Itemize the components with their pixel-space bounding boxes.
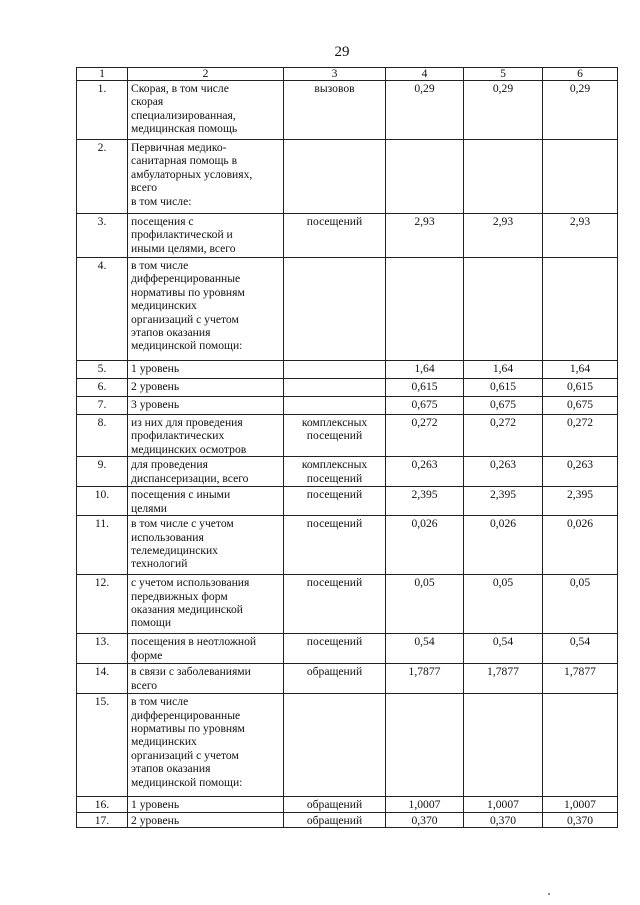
value-col-4: 0,675 [386,397,464,415]
value-col-6: 0,272 [543,415,618,457]
column-header-2: 2 [128,68,284,81]
value-col-5: 0,54 [464,634,543,664]
unit-of-measure: обращений [284,664,386,694]
value-col-5: 0,026 [464,516,543,575]
value-col-6 [543,258,618,361]
indicator-name: в связи с заболеваниями всего [128,664,284,694]
value-col-6: 2,395 [543,487,618,516]
indicator-name: посещения в неотложной форме [128,634,284,664]
value-col-6: 0,370 [543,812,618,827]
row-number: 2. [77,140,128,214]
value-col-5 [464,694,543,797]
unit-of-measure [284,258,386,361]
value-col-4: 2,93 [386,214,464,258]
table-row [77,415,618,457]
value-col-5: 0,29 [464,81,543,140]
value-col-5: 2,395 [464,487,543,516]
value-col-4: 0,05 [386,575,464,634]
table-row [77,487,618,516]
row-number: 1. [77,81,128,140]
table-row [77,361,618,379]
unit-of-measure: посещений [284,214,386,258]
indicator-name: 2 уровень [128,812,284,827]
indicator-name: в том числе дифференцированные нормативы по уровням медицинских организаций с учетом этапов оказания медицинской помощи: [128,694,284,797]
value-col-4: 1,64 [386,361,464,379]
row-number: 10. [77,487,128,516]
table-row [77,694,618,797]
value-col-5: 1,7877 [464,664,543,694]
unit-of-measure [284,379,386,397]
indicator-name: из них для проведения профилактических медицинских осмотров [128,415,284,457]
column-header-3: 3 [284,68,386,81]
value-col-5: 0,675 [464,397,543,415]
indicator-name: 3 уровень [128,397,284,415]
table-row [77,81,618,140]
indicator-name: 2 уровень [128,379,284,397]
row-number: 7. [77,397,128,415]
indicator-name: Первичная медико- санитарная помощь в амбулаторных условиях, всего в том числе: [128,140,284,214]
table-row [77,214,618,258]
page-number: 29 [334,44,350,60]
table-row [77,812,618,827]
column-header-6: 6 [543,68,618,81]
value-col-5: 2,93 [464,214,543,258]
value-col-6: 1,7877 [543,664,618,694]
table-row [77,379,618,397]
value-col-6: 0,54 [543,634,618,664]
value-col-4: 0,263 [386,457,464,487]
value-col-4: 2,395 [386,487,464,516]
unit-of-measure: комплексных посещений [284,415,386,457]
value-col-5: 1,0007 [464,797,543,812]
table-header-row [77,68,618,81]
unit-of-measure: комплексных посещений [284,457,386,487]
value-col-6: 0,675 [543,397,618,415]
value-col-6: 0,026 [543,516,618,575]
row-number: 12. [77,575,128,634]
value-col-6 [543,140,618,214]
row-number: 17. [77,812,128,827]
column-header-1: 1 [77,68,128,81]
indicator-name: в том числе с учетом использования телемедицинских технологий [128,516,284,575]
unit-of-measure [284,397,386,415]
value-col-6: 0,615 [543,379,618,397]
table-row [77,457,618,487]
row-number: 11. [77,516,128,575]
indicator-name: с учетом использования передвижных форм оказания медицинской помощи [128,575,284,634]
value-col-4: 0,54 [386,634,464,664]
value-col-6: 2,93 [543,214,618,258]
value-col-5: 1,64 [464,361,543,379]
unit-of-measure: посещений [284,516,386,575]
unit-of-measure [284,694,386,797]
row-number: 15. [77,694,128,797]
value-col-5: 0,05 [464,575,543,634]
row-number: 9. [77,457,128,487]
unit-of-measure: посещений [284,634,386,664]
value-col-6: 0,29 [543,81,618,140]
value-col-5 [464,258,543,361]
table-row [77,140,618,214]
value-col-4: 0,615 [386,379,464,397]
value-col-4: 0,29 [386,81,464,140]
value-col-5: 0,272 [464,415,543,457]
scan-speck [548,893,550,895]
table-row [77,634,618,664]
value-col-6: 0,263 [543,457,618,487]
indicator-name: для проведения диспансеризации, всего [128,457,284,487]
indicator-name: 1 уровень [128,797,284,812]
row-number: 6. [77,379,128,397]
value-col-6: 1,64 [543,361,618,379]
value-col-4: 0,026 [386,516,464,575]
value-col-5: 0,263 [464,457,543,487]
table-row [77,664,618,694]
table-row [77,575,618,634]
value-col-4: 1,7877 [386,664,464,694]
value-col-4 [386,140,464,214]
row-number: 13. [77,634,128,664]
unit-of-measure [284,140,386,214]
row-number: 4. [77,258,128,361]
table-row [77,397,618,415]
row-number: 5. [77,361,128,379]
row-number: 14. [77,664,128,694]
unit-of-measure [284,361,386,379]
value-col-4: 0,370 [386,812,464,827]
unit-of-measure: посещений [284,487,386,516]
value-col-6 [543,694,618,797]
unit-of-measure: вызовов [284,81,386,140]
value-col-6: 1,0007 [543,797,618,812]
table-row [77,516,618,575]
value-col-4: 0,272 [386,415,464,457]
unit-of-measure: обращений [284,797,386,812]
indicator-name: посещения с профилактической и иными целями, всего [128,214,284,258]
value-col-4 [386,694,464,797]
indicator-name: Скорая, в том числе скорая специализированная, медицинская помощь [128,81,284,140]
unit-of-measure: посещений [284,575,386,634]
norms-table [76,67,618,828]
value-col-5: 0,615 [464,379,543,397]
table-row [77,797,618,812]
table-row [77,258,618,361]
column-header-5: 5 [464,68,543,81]
unit-of-measure: обращений [284,812,386,827]
value-col-4 [386,258,464,361]
indicator-name: в том числе дифференцированные нормативы по уровням медицинских организаций с учетом этапов оказания медицинской помощи: [128,258,284,361]
value-col-5: 0,370 [464,812,543,827]
indicator-name: 1 уровень [128,361,284,379]
row-number: 3. [77,214,128,258]
row-number: 8. [77,415,128,457]
row-number: 16. [77,797,128,812]
indicator-name: посещения с иными целями [128,487,284,516]
column-header-4: 4 [386,68,464,81]
value-col-4: 1,0007 [386,797,464,812]
value-col-5 [464,140,543,214]
value-col-6: 0,05 [543,575,618,634]
